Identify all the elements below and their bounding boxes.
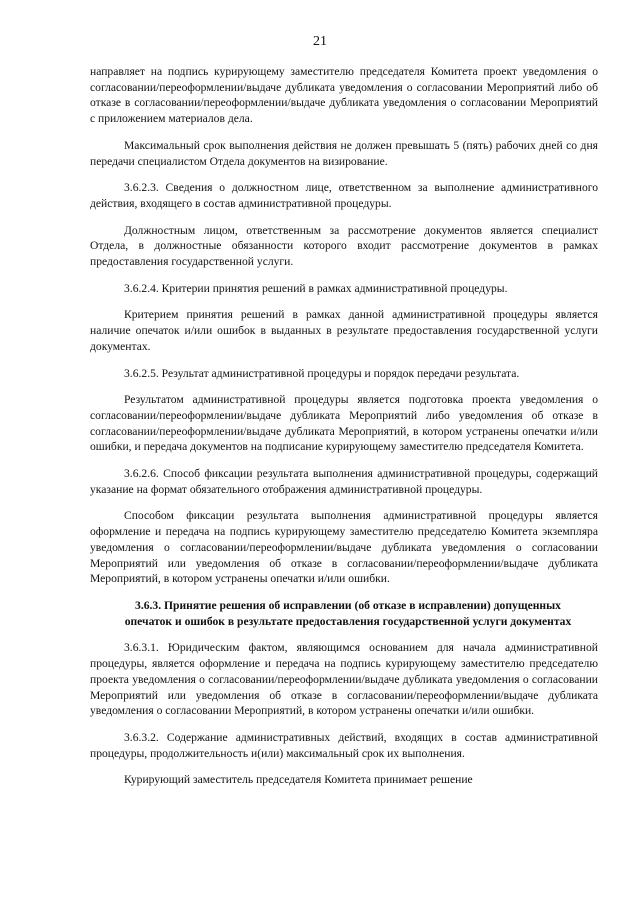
page-number: 21 xyxy=(313,34,327,49)
section-heading: 3.6.3. Принятие решения об исправлении (об отказе в исправлении) допущенных опечаток и ошибок в результате предоставления государственной услуги документах xyxy=(124,598,572,628)
paragraph: 3.6.2.4. Критерии принятия решений в рамках административной процедуры. xyxy=(124,281,508,295)
paragraph: Способом фиксации результата выполнения административной процедуры является оформление и передача на подпись курирующему заместителю председателю Комитета экземпляра уведомления о согласовании/переоформлении/выдаче дубликата уведомления о согласовании Мероприятий или уведомления об отказе в согласовании/переоформлении/выдаче дубликата Мероприятий, в котором устранены опечатки и/или ошибки. xyxy=(90,509,598,586)
paragraph: 3.6.3.1. Юридическим фактом, являющимся основанием для начала административной процедуры, является оформление и передача на подпись курирующему заместителю председателю проекта уведомления о согласовании/переоформлении/выдаче дубликата уведомления о согласовании Мероприятий или уведомления об отказе в согласовании/переоформлении/выдаче дубликата уведомления о согласовании Мероприятий, в котором устранены опечатки и/или ошибки. xyxy=(90,641,598,718)
paragraph: 3.6.2.6. Способ фиксации результата выполнения административной процедуры, содержащий указание на формат обязательного отображения административной процедуры. xyxy=(90,467,598,496)
paragraph: Результатом административной процедуры является подготовка проекта уведомления о согласовании/переоформлении/выдаче дубликата Мероприятий либо уведомления об отказе в согласовании/переоформлении/выдаче дубликата Мероприятий, в котором устранены опечатки и/или ошибки, и передача документов на подписание курирующему заместителю председателя Комитета. xyxy=(90,393,598,454)
paragraph: 3.6.2.3. Сведения о должностном лице, ответственном за выполнение административного действия, входящего в состав административной процедуры. xyxy=(90,181,598,210)
paragraph: направляет на подпись курирующему заместителю председателя Комитета проект уведомления о согласовании/переоформлении/выдаче дубликата уведомления о согласовании Мероприятий либо об отказе в согласовании/переоформлении/выдаче дубликата уведомления о согласовании Мероприятий с приложением материалов дела. xyxy=(90,65,598,126)
paragraph: 3.6.3.2. Содержание административных действий, входящих в состав административной процедуры, продолжительность и(или) максимальный срок их выполнения. xyxy=(90,730,598,760)
paragraph: Курирующий заместитель председателя Комитета принимает решение xyxy=(124,773,473,787)
page-body xyxy=(90,64,598,788)
paragraph: Максимальный срок выполнения действия не должен превышать 5 (пять) рабочих дней со дня передачи специалистом Отдела документов на визирование. xyxy=(90,138,598,168)
paragraph: Должностным лицом, ответственным за рассмотрение документов является специалист Отдела, в должностные обязанности которого входит рассмотрение документов в рамках предоставления государственной услуги. xyxy=(90,223,598,269)
paragraph: Критерием принятия решений в рамках данной административной процедуры является наличие опечаток и/или ошибок в выданных в результате предоставления государственной услуги документах. xyxy=(90,308,598,353)
paragraph: 3.6.2.5. Результат административной процедуры и порядок передачи результата. xyxy=(124,366,520,380)
